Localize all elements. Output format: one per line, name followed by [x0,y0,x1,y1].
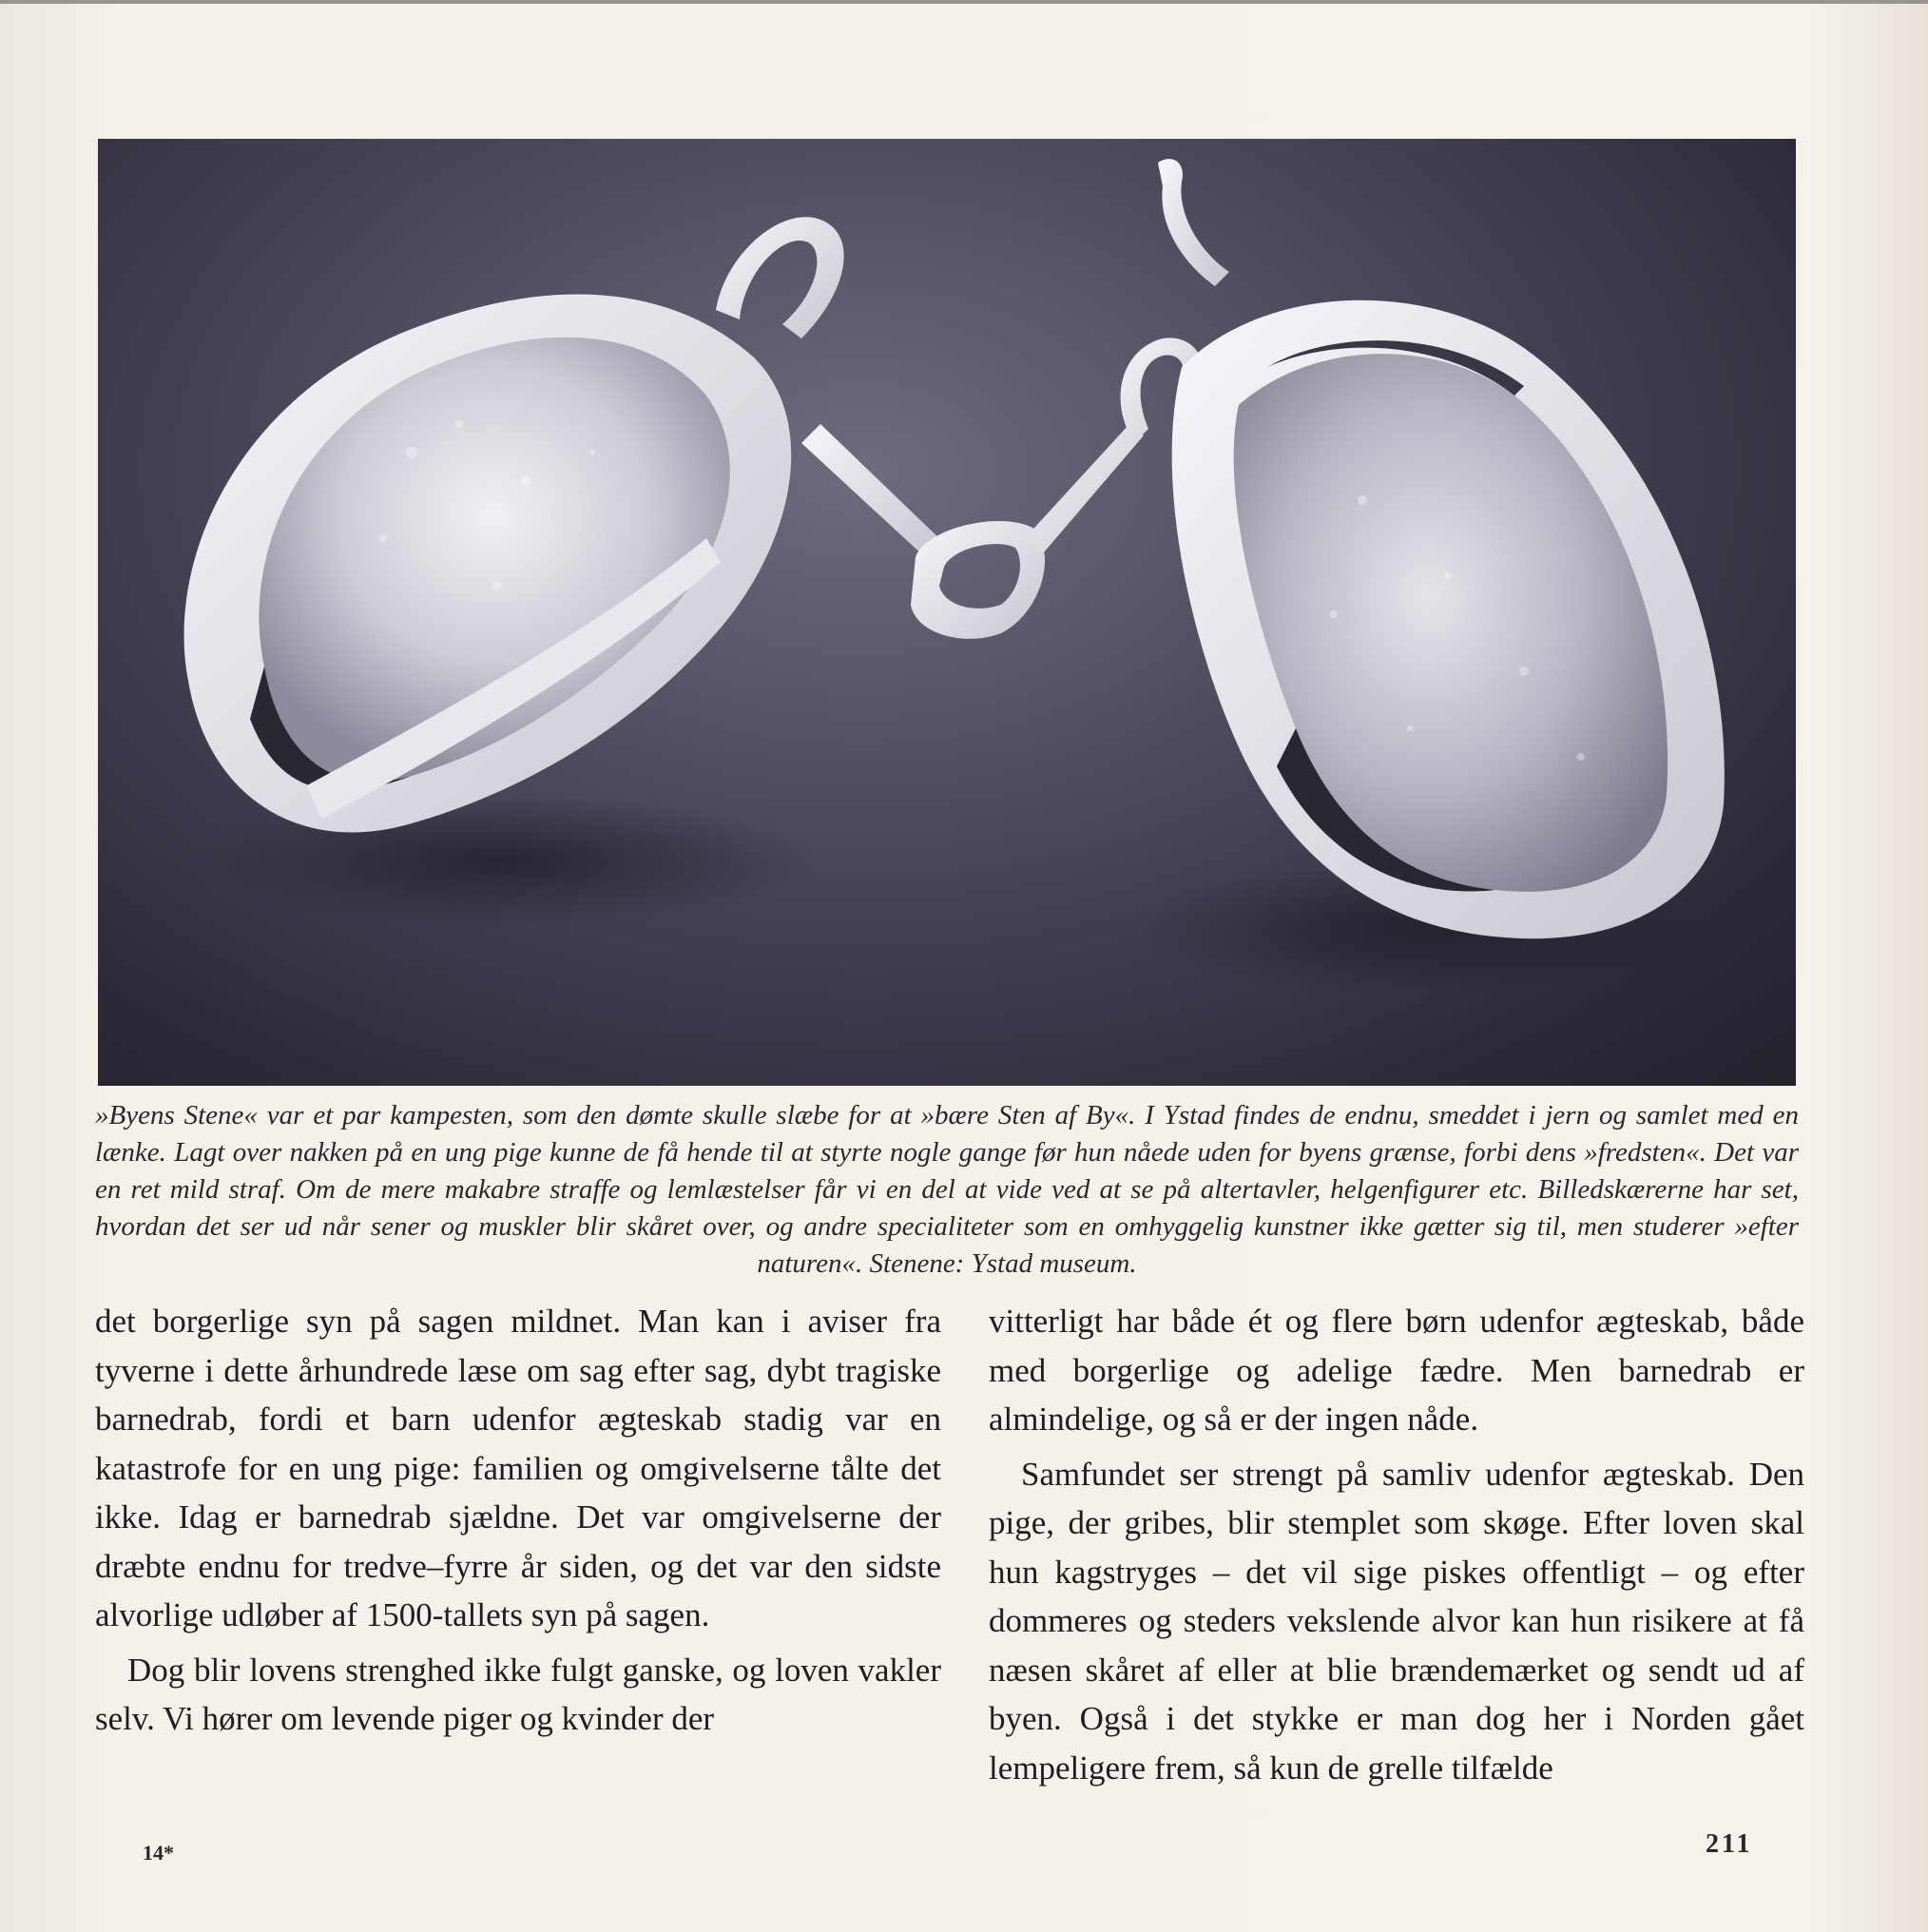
right-paragraph-2: Samfundet ser strengt på samliv udenfor ægteskab. Den pige, der gribes, blir stemplet som skøge. Efter loven skal hun kagstryges – det vil sige piskes offentligt – og efter dommeres og steders vekslende alvor kan hun risikere at få næsen skåret af eller at blie brændemærket og sendt ud af byen. Også i det stykke er man dog her i Norden gået lempeligere frem, så kun de grelle tilfælde [989,1455,1804,1787]
photograph-stones [98,139,1796,1086]
right-paragraph-1: vitterligt har både ét og flere børn udenfor ægteskab, både med borgerlige og adelige fædre. Men barnedrab er almindelige, og så er der ingen nåde. [989,1303,1804,1438]
left-paragraph-1: det borgerlige syn på sagen mildnet. Man kan i aviser fra tyverne i dette århundrede læse om sag efter sag, dybt tragiske barnedrab, fordi et barn udenfor ægteskab stadig var en katastrofe for en ung pige: familien og omgivelserne tålte det ikke. Idag er barnedrab sjældne. Det var omgivelserne der dræbte endnu for tredve–fyrre år siden, og det var den sidste alvorlige udløber af 1500-tallets syn på sagen. [95,1303,941,1633]
signature-mark: 14* [143,1841,174,1864]
top-edge-rule [0,0,1928,4]
left-column [95,1297,941,1744]
right-column [989,1297,1804,1792]
left-paragraph-2: Dog blir lovens strenghed ikke fulgt ganske, og loven vakler selv. Vi hører om levende piger og kvinder der [95,1651,941,1737]
page-number: 211 [1706,1829,1753,1859]
figure-caption: »Byens Stene« var et par kampesten, som den dømte skulle slæbe for at »bære Sten af By«. I Ystad findes de endnu, smeddet i jern og samlet med en lænke. Lagt over nakken på en ung pige kunne de få hende til at styrte nogle gange før hun nåede uden for byens grænse, forbi dens »fredsten«. Det var en ret mild straf. Om de mere makabre straffe og lemlæstelser får vi en del at vide ved at se på altertavler, helgenfigurer etc. Billedskærerne har set, hvordan det ser ud når sener og muskler blir skåret over, og andre specialiteter som en omhyggelig kunstner ikke gætter sig til, men studerer »efter naturen«. Stenene: Ystad museum. [95,1100,1799,1279]
stones-in-iron-bands-icon [98,139,1796,1086]
